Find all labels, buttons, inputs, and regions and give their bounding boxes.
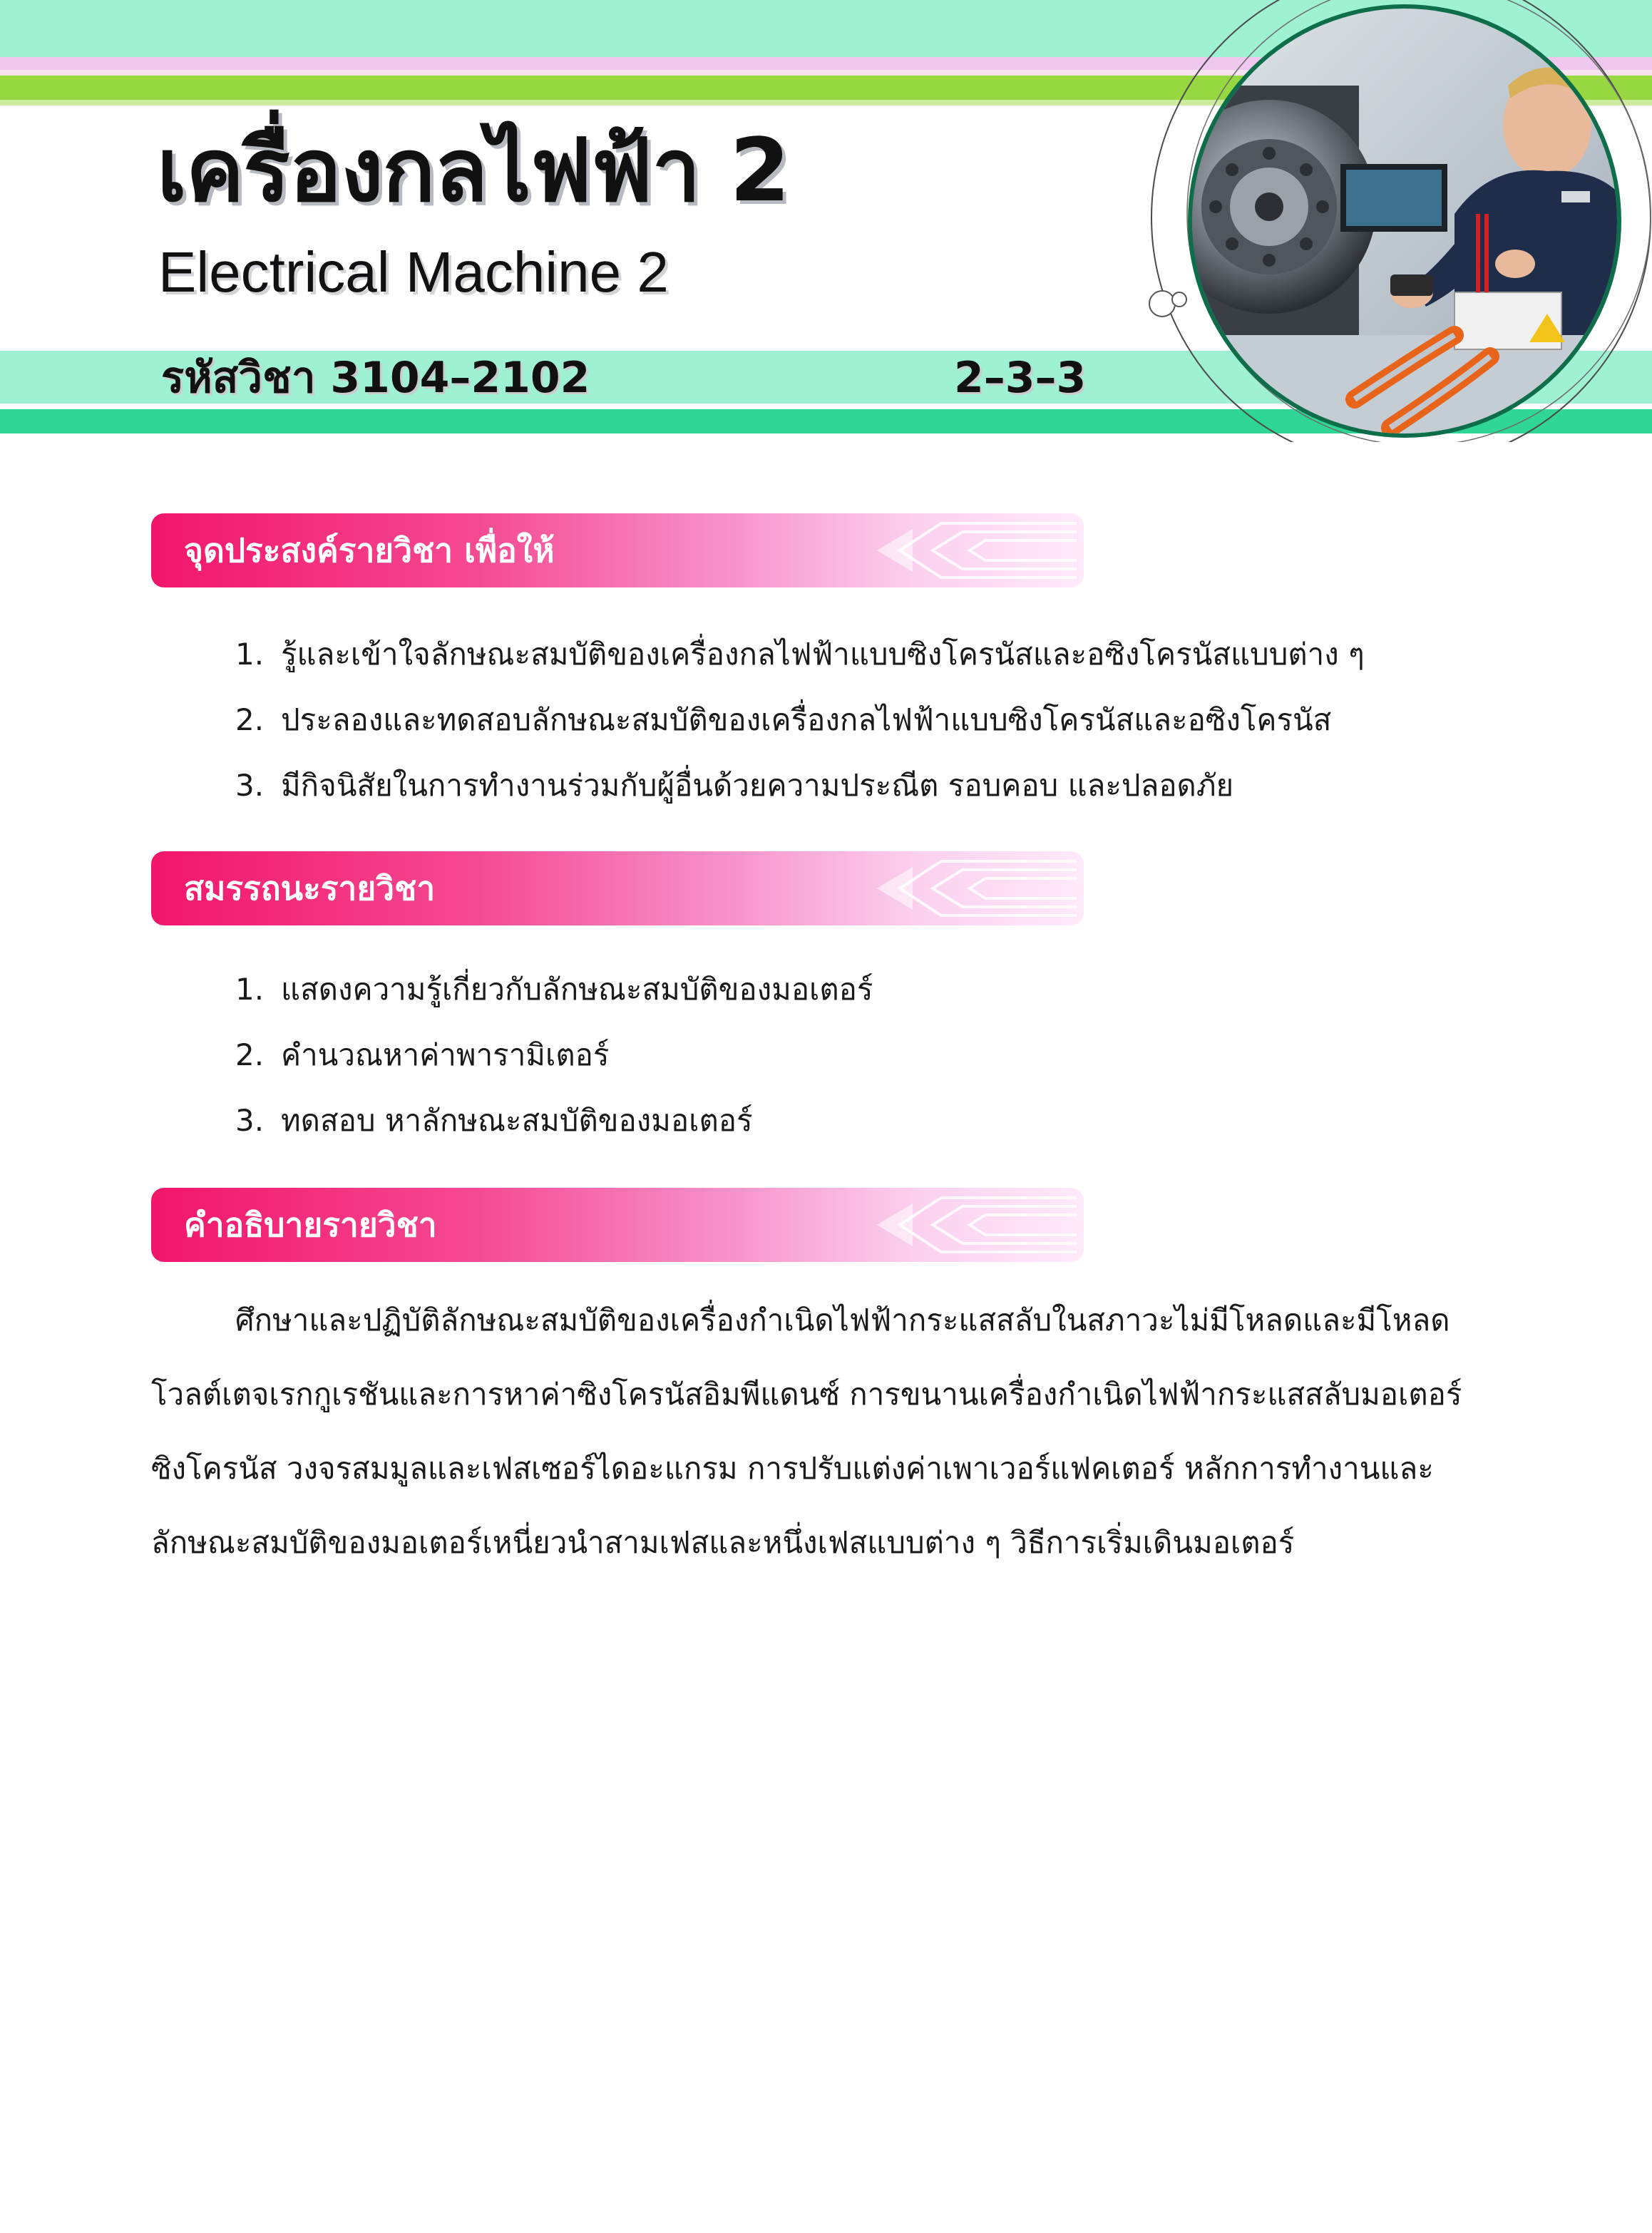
- section-title: จุดประสงค์รายวิชา เพื่อให้: [184, 531, 555, 570]
- list-item: 1. รู้และเข้าใจลักษณะสมบัติของเครื่องกลไฟฟ้าแบบซิงโครนัสและอซิงโครนัสแบบต่าง ๆ: [235, 637, 1365, 672]
- section-title: สมรรถนะรายวิชา: [184, 869, 436, 908]
- course-description: [151, 1283, 1506, 1580]
- list-item: 2. ประลองและทดสอบลักษณะสมบัติของเครื่องกลไฟฟ้าแบบซิงโครนัสและอซิงโครนัส: [235, 702, 1332, 737]
- description-line: โวลต์เตจเรกกูเรชันและการหาค่าซิงโครนัสอิมพีแดนซ์ การขนานเครื่องกำเนิดไฟฟ้ากระแสสลับมอเตอร์: [151, 1377, 1462, 1412]
- description-line: ซิงโครนัส วงจรสมมูลและเฟสเซอร์ไดอะแกรม การปรับแต่งค่าเพาเวอร์แฟคเตอร์ หลักการทำงานและ: [151, 1451, 1434, 1486]
- header-photo: [1119, 0, 1652, 442]
- competencies-list: [235, 957, 873, 1154]
- list-item: 3. ทดสอบ หาลักษณะสมบัติของมอเตอร์: [235, 1103, 753, 1138]
- objectives-list: [235, 622, 1365, 818]
- description-line: ศึกษาและปฏิบัติลักษณะสมบัติของเครื่องกำเนิดไฟฟ้ากระแสสลับในสภาวะไม่มีโหลดและมีโหลด: [235, 1303, 1450, 1338]
- page-title: เครื่องกลไฟฟ้า 2: [157, 120, 790, 221]
- section-header-description: [151, 1188, 1084, 1262]
- course-code: รหัสวิชา 3104–2102: [161, 353, 590, 403]
- arrow-decoration-icon: [863, 851, 1084, 925]
- list-item: 2. คำนวณหาค่าพารามิเตอร์: [235, 1037, 610, 1072]
- course-credits: 2–3–3: [954, 353, 1087, 403]
- section-title: คำอธิบายรายวิชา: [184, 1206, 437, 1244]
- list-item: 3. มีกิจนิสัยในการทำงานร่วมกับผู้อื่นด้วยความประณีต รอบคอบ และปลอดภัย: [235, 768, 1234, 803]
- arrow-decoration-icon: [863, 513, 1084, 587]
- section-header-objectives: [151, 513, 1084, 587]
- arrow-decoration-icon: [863, 1188, 1084, 1262]
- page-subtitle: Electrical Machine 2: [158, 240, 669, 304]
- description-line: ลักษณะสมบัติของมอเตอร์เหนี่ยวนำสามเฟสและหนึ่งเฟสแบบต่าง ๆ วิธีการเริ่มเดินมอเตอร์: [151, 1525, 1295, 1560]
- section-header-competencies: [151, 851, 1084, 925]
- list-item: 1. แสดงความรู้เกี่ยวกับลักษณะสมบัติของมอเตอร์: [235, 972, 873, 1007]
